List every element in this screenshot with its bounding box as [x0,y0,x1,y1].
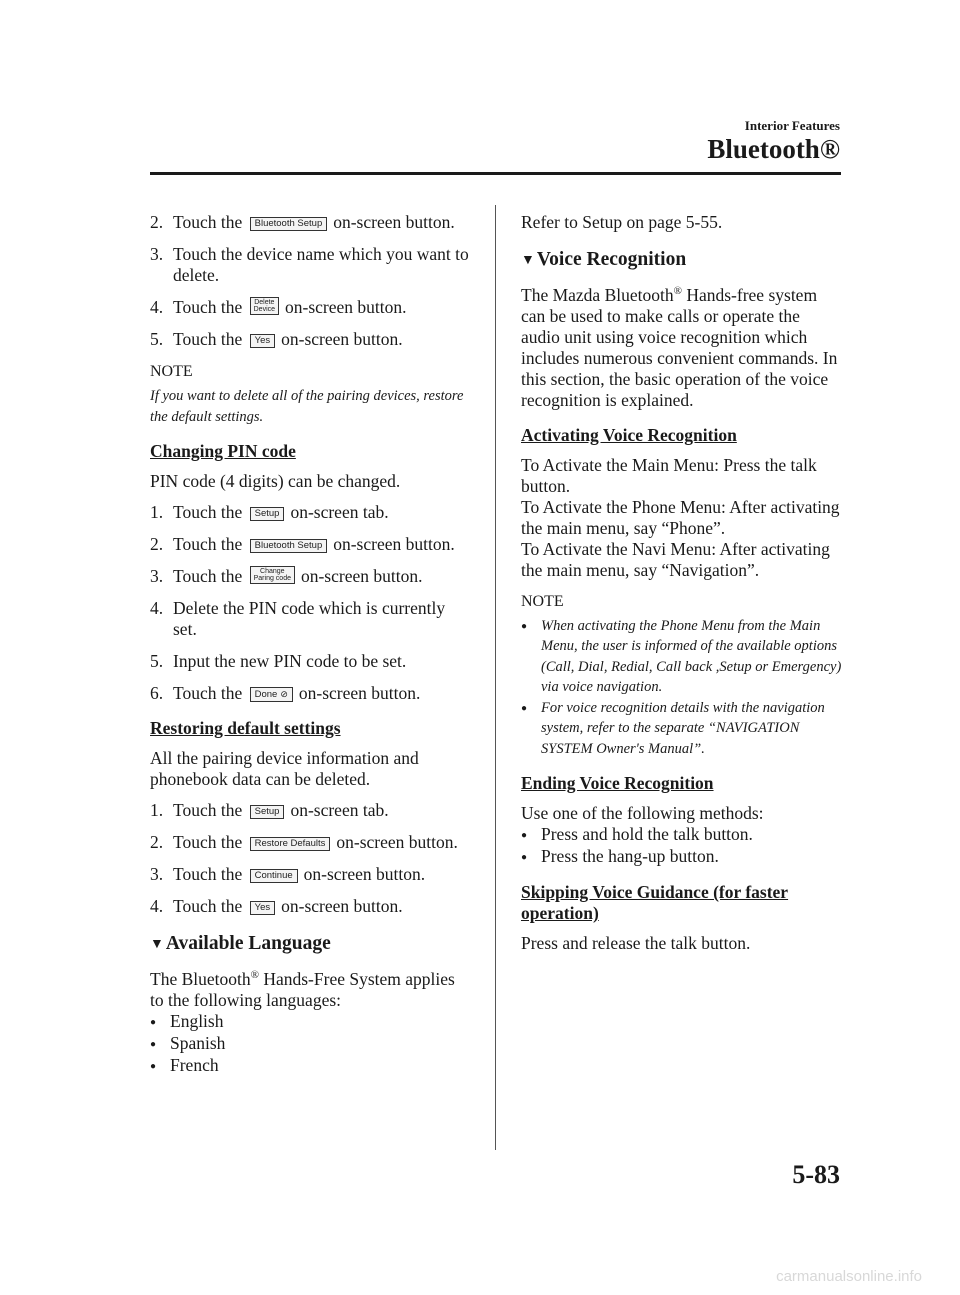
header-rule [150,172,841,175]
language-item [150,1033,472,1055]
step-item [150,244,472,286]
watermark: carmanualsonline.info [776,1268,922,1285]
activating-line: To Activate the Main Menu: Press the talk button. [521,454,817,496]
pin-steps [150,502,472,704]
onscreen-button-image [250,901,276,915]
step-text-pre: Touch the [173,832,243,852]
step-text-pre: Touch the [173,212,243,232]
step-text [173,864,472,885]
onscreen-button-word: Device [253,306,276,313]
step-number: 3. [150,244,164,264]
refer-text: Refer to Setup on page 5-55. [521,212,723,232]
step-text-pre: Touch the [173,683,243,703]
onscreen-button-label: Yes [254,335,271,346]
pin-intro: PIN code (4 digits) can be changed. [150,471,401,491]
bullet-icon: ● [150,1038,157,1050]
step-text-post: on-screen button. [333,534,455,554]
step-text [173,896,472,917]
onscreen-button-label: Setup [254,806,280,817]
restore-steps [150,800,472,917]
onscreen-button-word: Delete [254,299,275,306]
language-intro [150,965,472,1011]
left-column [150,212,472,1077]
step-number: 2. [150,534,164,554]
onscreen-button-image [250,837,331,851]
language-name: English [170,1010,224,1031]
language-item [150,1055,472,1077]
language-list [150,1011,472,1077]
step-text [173,566,472,587]
step-text-post: on-screen tab. [290,800,389,820]
step-item [150,329,472,350]
step-item [150,800,472,821]
note-item [521,616,843,698]
onscreen-button-image [250,297,279,315]
restore-intro: All the pairing device information and phonebook data can be deleted. [150,748,419,789]
note-label: NOTE [521,592,564,610]
right-column [521,212,843,964]
step-number: 4. [150,598,164,618]
ending-intro: Use one of the following methods: [521,803,764,824]
triangle-icon: ▼ [521,253,535,268]
step-number: 4. [150,297,164,317]
vr-intro-b: Hands-free system can be used to make calls or operate the audio unit using voice recognition which includes numerous convenient commands. In this section, the basic operation of the voice recognition is explained. [521,284,838,410]
onscreen-button-label: Restore Defaults [254,838,326,849]
step-text [173,683,472,704]
vr-intro-a: The Mazda Bluetooth [521,284,674,305]
language-name: Spanish [170,1032,226,1053]
note-text: If you want to delete all of the pairing devices, restore the default settings. [150,388,464,425]
bullet-icon: ● [521,852,528,864]
activating-line: To Activate the Navi Menu: After activating the main menu, say “Navigation”. [521,538,830,580]
step-number: 1. [150,502,164,522]
registered-mark: ® [250,969,259,981]
ending-heading: Ending Voice Recognition [521,773,714,794]
language-heading [150,933,472,955]
note-list [521,616,843,760]
triangle-icon: ▼ [150,937,164,952]
bullet-icon: ● [150,1060,157,1072]
step-text-pre: Touch the [173,800,243,820]
step-item [150,651,472,672]
step-text-post: on-screen button. [303,864,426,884]
onscreen-button-label: Bluetooth Setup [254,540,323,551]
onscreen-button-image [250,566,295,584]
onscreen-button-image [250,869,298,883]
step-text-post: on-screen button. [333,212,455,232]
step-number: 6. [150,683,164,703]
step-text [173,502,472,523]
ending-item [521,846,843,868]
step-item [150,566,472,587]
onscreen-button-word: Paring code [253,575,291,582]
step-text [173,329,472,350]
language-heading-text: Available Language [165,933,331,954]
step-item [150,683,472,704]
step-text-post: on-screen tab. [290,502,389,522]
step-text-pre: Touch the [173,864,243,884]
step-number: 4. [150,896,164,916]
onscreen-button-label: Done [254,689,278,700]
step-text-post: on-screen button. [300,566,423,586]
step-text [173,832,472,853]
onscreen-button-image [250,334,276,348]
ending-list [521,824,843,868]
note-label: NOTE [150,363,193,380]
step-text [173,244,472,286]
step-number: 5. [150,651,164,671]
step-text-post: on-screen button. [281,896,403,916]
step-text-post: on-screen button. [285,297,407,317]
step-text [173,534,472,555]
language-intro-a: The Bluetooth [150,968,251,989]
step-text [173,800,472,821]
page-number: 5-83 [792,1160,840,1189]
onscreen-button-label: Setup [254,508,280,519]
delete-device-steps [150,212,472,350]
step-text-pre: Touch the [173,534,243,554]
onscreen-button-image [250,805,285,819]
onscreen-button-label: Bluetooth Setup [254,218,323,229]
ending-item-text: Press the hang-up button. [541,846,719,867]
step-text [173,297,472,318]
voice-recognition-heading [521,249,843,271]
onscreen-button-image [250,687,293,702]
restore-heading: Restoring default settings [150,718,341,738]
step-text-pre: Touch the [173,896,243,916]
onscreen-button-image [250,507,285,521]
step-item [150,832,472,853]
onscreen-button-label: Yes [254,902,271,913]
step-text [173,598,472,640]
ending-item-text: Press and hold the talk button. [541,824,753,845]
page-title: Bluetooth® [707,134,840,164]
step-text-post: on-screen button. [281,329,403,349]
step-item [150,534,472,555]
skip-text: Press and release the talk button. [521,933,751,954]
step-number: 2. [150,212,164,232]
note-item [521,698,843,760]
step-number: 2. [150,832,164,852]
step-text-pre: Touch the device name which you want to delete. [173,244,469,285]
check-icon: ⊘ [280,689,288,699]
voice-recognition-intro [521,281,843,411]
step-text-pre: Delete the PIN code which is currently set. [173,598,446,639]
pin-heading: Changing PIN code [150,441,296,461]
step-text-post: on-screen button. [336,832,458,852]
note-item-text: When activating the Phone Menu from the Main Menu, the user is informed of the available options (Call, Dial, Redial, Call back ,Setup or Emergency) via voice navigation. [541,617,842,696]
skip-heading: Skipping Voice Guidance (for faster operation) [521,882,789,924]
step-item [150,297,472,318]
step-item [150,864,472,885]
language-intro-b: Hands-Free System applies to the following languages: [150,968,455,1010]
activating-heading: Activating Voice Recognition [521,424,737,445]
step-number: 3. [150,566,164,586]
column-divider [495,205,496,1150]
bullet-icon: ● [521,620,528,632]
step-text-post: on-screen button. [298,683,421,703]
bullet-icon: ● [521,702,528,714]
step-item [150,502,472,523]
language-name: French [170,1054,219,1075]
language-item [150,1011,472,1033]
activating-lines [521,455,843,581]
step-text [173,212,472,233]
step-text-pre: Input the new PIN code to be set. [173,651,407,671]
step-item [150,896,472,917]
bullet-icon: ● [150,1016,157,1028]
ending-item [521,824,843,846]
step-text-pre: Touch the [173,502,243,522]
step-item [150,212,472,233]
activating-line: To Activate the Phone Menu: After activating the main menu, say “Phone”. [521,496,840,538]
step-number: 1. [150,800,164,820]
step-item [150,598,472,640]
step-text-pre: Touch the [173,329,243,349]
onscreen-button-image [250,539,328,553]
step-text-pre: Touch the [173,297,243,317]
onscreen-button-image [250,217,328,231]
voice-recognition-heading-text: Voice Recognition [536,249,687,270]
onscreen-button-label: Continue [254,870,293,881]
step-text [173,651,472,672]
note-item-text: For voice recognition details with the navigation system, refer to the separate “NAVIGATION SYSTEM Owner's Manual”. [541,699,825,757]
step-text-pre: Touch the [173,566,243,586]
onscreen-button-word: Change [260,568,285,575]
bullet-icon: ● [521,830,528,842]
step-number: 3. [150,864,164,884]
header-section: Interior Features [744,118,840,133]
step-number: 5. [150,329,164,349]
registered-mark: ® [673,285,682,297]
